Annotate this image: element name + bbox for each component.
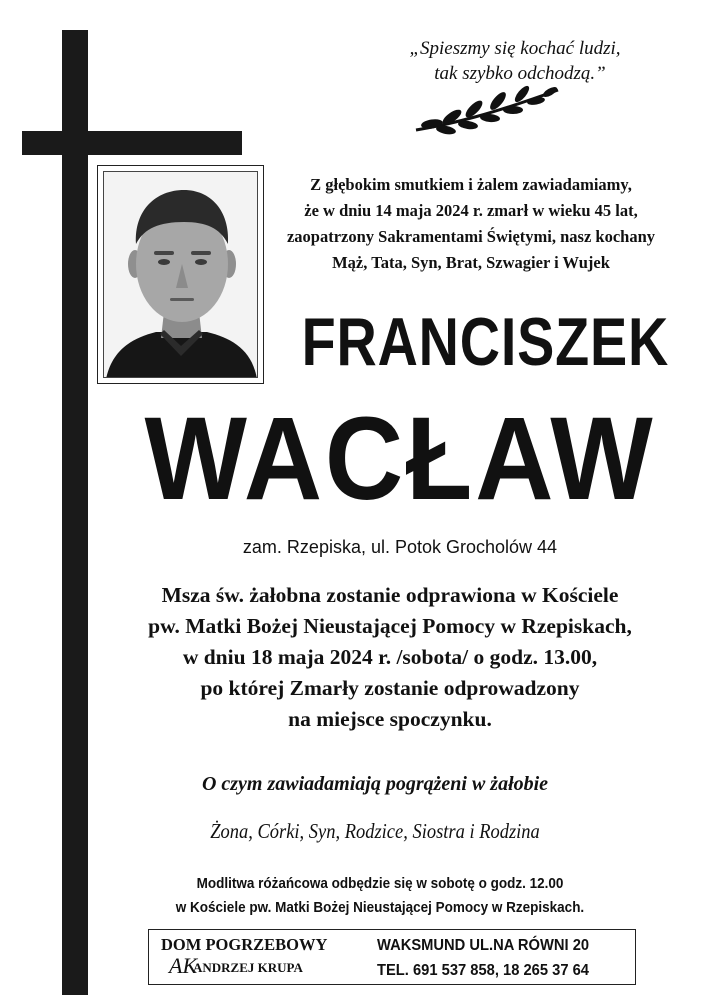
announcement-line-4: Mąż, Tata, Syn, Brat, Szwagier i Wujek: [332, 253, 610, 272]
funeral-home-box: [148, 929, 636, 985]
mass-line-5: na miejsce spoczynku.: [288, 707, 492, 731]
deceased-address: zam. Rzepiska, ul. Potok Grocholów 44: [242, 537, 558, 557]
portrait-silhouette-icon: [104, 172, 258, 378]
funeral-home-owner: ANDRZEJ KRUPA: [193, 960, 303, 975]
cross-horizontal-beam: [22, 131, 242, 155]
rosary-prayer-info: [128, 872, 632, 920]
memorial-quote: [370, 36, 660, 86]
announcement-line-2: że w dniu 14 maja 2024 r. zmarł w wieku 45 lat,: [304, 201, 638, 220]
quote-line-1: „Spieszmy się kochać ludzi,: [409, 38, 621, 59]
funeral-home-name: DOM POGRZEBOWY: [161, 935, 328, 954]
deceased-first-name: FRANCISZEK: [301, 304, 670, 380]
mass-line-2: pw. Matki Bożej Nieustającej Pomocy w Rzepiskach,: [148, 614, 632, 638]
mourners-family: Żona, Córki, Syn, Rodzice, Siostra i Rodzina: [210, 819, 540, 843]
mass-line-3: w dniu 18 maja 2024 r. /sobota/ o godz. 13.00,: [182, 645, 598, 669]
mass-line-1: Msza św. żałobna zostanie odprawiona w Kościele: [161, 583, 619, 607]
funeral-home-logo: AK: [169, 953, 198, 978]
cross-vertical-beam: [62, 30, 88, 995]
portrait-photo-frame: [97, 165, 264, 384]
mourners-intro: O czym zawiadamiają pogrążeni w żałobie: [201, 773, 549, 795]
palm-branch-icon: [412, 84, 562, 136]
deceased-last-name: WACŁAW: [144, 393, 656, 525]
funeral-mass-details: [100, 580, 680, 735]
rosary-line-2: w Kościele pw. Matki Bożej Nieustającej Pomocy w Rzepiskach.: [175, 899, 585, 916]
funeral-home-phone: TEL. 691 537 858, 18 265 37 64: [377, 962, 589, 979]
portrait-photo: [103, 171, 258, 378]
funeral-home-address: WAKSMUND UL.NA RÓWNI 20: [377, 937, 590, 954]
death-announcement: [262, 172, 680, 276]
quote-line-2: tak szybko odchodzą.”: [434, 63, 606, 84]
mass-line-4: po której Zmarły zostanie odprowadzony: [200, 676, 580, 700]
rosary-line-1: Modlitwa różańcowa odbędzie się w sobotę o godz. 12.00: [196, 875, 564, 892]
announcement-line-3: zaopatrzony Sakramentami Świętymi, nasz kochany: [286, 227, 656, 246]
announcement-line-1: Z głębokim smutkiem i żalem zawiadamiamy,: [310, 175, 632, 194]
